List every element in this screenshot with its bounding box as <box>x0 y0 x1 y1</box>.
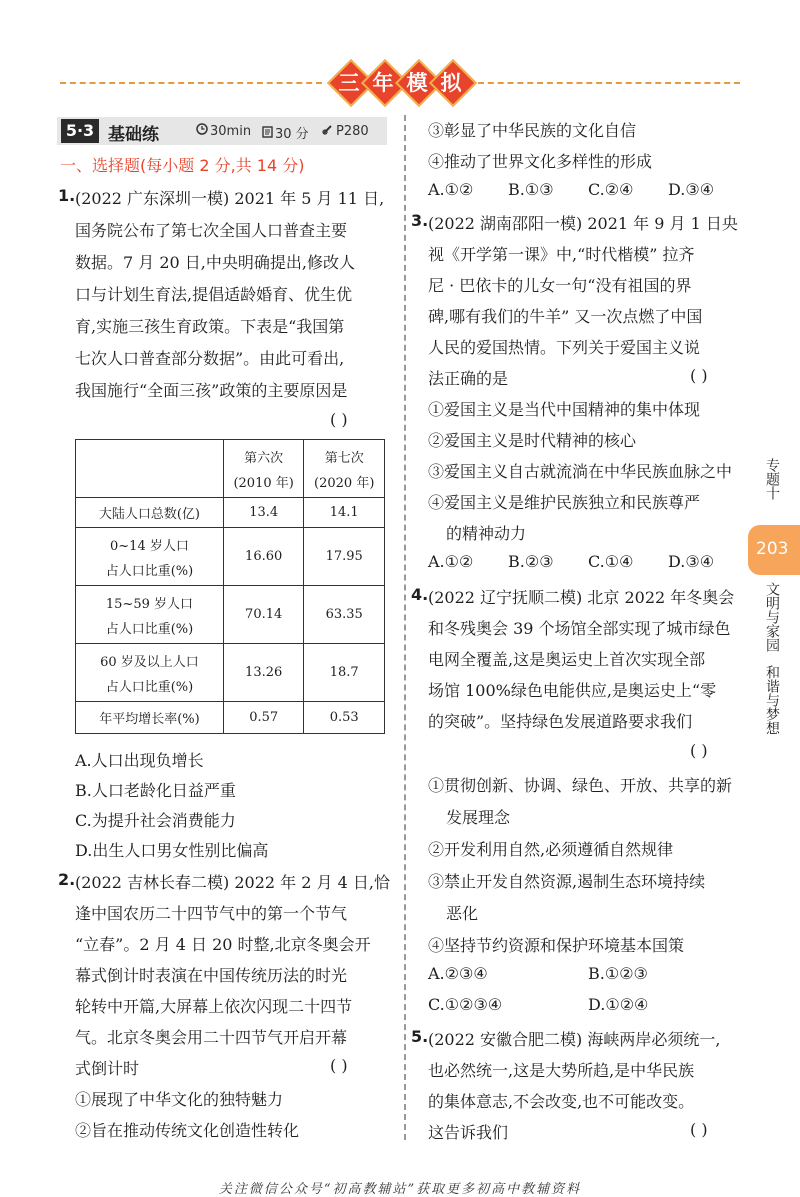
table-cell: 0.57 <box>223 702 304 734</box>
q3-stem-line: 视《开学第一课》中,“时代楷模” 拉齐 <box>428 245 695 264</box>
row-label-text: 0~14 岁人口 <box>110 538 189 554</box>
q1-option[interactable]: C.为提升社会消费能力 <box>75 811 236 830</box>
q3-option[interactable]: D.③④ <box>668 552 715 571</box>
header-char: 三 <box>338 71 360 95</box>
q1-stem-line: 育,实施三孩生育政策。下表是“我国第 <box>75 317 345 336</box>
q3-stem-line: 尼 · 巴依卡的儿女一句“没有祖国的界 <box>428 276 692 295</box>
q1-stem-line: 我国施行“全面三孩”政策的主要原因是 <box>75 381 348 400</box>
table-cell: 13.26 <box>223 644 304 702</box>
q3-item: ①爱国主义是当代中国精神的集中体现 <box>428 400 701 419</box>
table-header-cell <box>304 440 385 498</box>
q2-stem-line: (2022 吉林长春二模) 2022 年 2 月 4 日,恰 <box>75 873 390 892</box>
table-cell: 13.4 <box>223 498 304 528</box>
row-label-text: 年平均增长率(%) <box>99 712 200 727</box>
q2-answer-paren: ( ) <box>330 1056 348 1075</box>
table-cell: 70.14 <box>223 586 304 644</box>
q4-stem-line: (2022 辽宁抚顺二模) 北京 2022 年冬奥会 <box>428 588 735 607</box>
q1-answer-paren: ( ) <box>330 410 348 429</box>
table-header-text: (2020 年) <box>314 475 375 491</box>
side-topic: 专题十 <box>764 458 780 500</box>
table-row-label <box>76 644 224 702</box>
side-section: 文明与家园 <box>764 582 780 652</box>
pen-icon <box>322 123 334 139</box>
q3-item: ④爱国主义是维护民族独立和民族尊严 <box>428 493 701 512</box>
q4-item: ④坚持节约资源和保护环境基本国策 <box>428 936 685 955</box>
document-icon <box>262 126 273 142</box>
table-header-text: (2010 年) <box>233 475 294 491</box>
table-header-text: 第六次 <box>244 450 284 466</box>
q4-stem-line: 和冬残奥会 39 个场馆全部实现了城市绿色 <box>428 619 731 638</box>
table-header-row <box>76 440 385 498</box>
q3-stem-line: 人民的爱国热情。下列关于爱国主义说 <box>428 338 701 357</box>
header-rule-left <box>60 82 322 84</box>
q1-option[interactable]: A.人口出现负增长 <box>75 751 204 770</box>
section-title: 一、选择题(每小题 2 分,共 14 分) <box>60 156 305 175</box>
q4-stem-line: 的突破”。坚持绿色发展道路要求我们 <box>428 712 693 731</box>
q2-stem-line: 逢中国农历二十四节气中的第一个节气 <box>75 904 348 923</box>
q3-item: ②爱国主义是时代精神的核心 <box>428 431 637 450</box>
q1-number: 1. <box>58 186 76 205</box>
table-cell: 16.60 <box>223 528 304 586</box>
table-corner <box>76 440 224 498</box>
time-value: 30min <box>210 124 252 139</box>
q1-stem-line: 国务院公布了第七次全国人口普查主要 <box>75 221 348 240</box>
table-row-label <box>76 498 224 528</box>
q2-stem-line: “立春”。2 月 4 日 20 时整,北京冬奥会开 <box>75 935 371 954</box>
q2-option[interactable]: A.①② <box>428 180 474 199</box>
q3-number: 3. <box>411 211 429 230</box>
q1-stem-line: 七次人口普查部分数据”。由此可看出, <box>75 349 345 368</box>
q2-option[interactable]: B.①③ <box>508 180 554 199</box>
q2-item: ④推动了世界文化多样性的形成 <box>428 152 653 171</box>
q3-option[interactable]: B.②③ <box>508 552 554 571</box>
q3-stem-line: (2022 湖南邵阳一模) 2021 年 9 月 1 日央 <box>428 214 738 233</box>
table-header-text: 第七次 <box>324 450 364 466</box>
q3-answer-paren: ( ) <box>690 366 708 385</box>
q4-item: ②开发利用自然,必须遵循自然规律 <box>428 840 674 859</box>
q1-stem-line: (2022 广东深圳一模) 2021 年 5 月 11 日, <box>75 189 385 208</box>
row-label-text: 60 岁及以上人口 <box>100 654 199 670</box>
q2-item: ②旨在推动传统文化创造性转化 <box>75 1121 300 1140</box>
q4-option[interactable]: C.①②③④ <box>428 995 503 1014</box>
q5-stem-line: 这告诉我们 <box>428 1123 509 1142</box>
q3-stem-line: 碑,哪有我们的牛羊” 又一次点燃了中国 <box>428 307 703 326</box>
page-reference <box>322 123 369 139</box>
table-row-label <box>76 702 224 734</box>
q2-number: 2. <box>58 870 76 889</box>
table-header-cell <box>223 440 304 498</box>
q2-option[interactable]: D.③④ <box>668 180 715 199</box>
q1-option[interactable]: D.出生人口男女性别比偏高 <box>75 841 269 860</box>
page-number: 203 <box>756 539 789 559</box>
q1-stem-line: 数据。7 月 20 日,中央明确提出,修改人 <box>75 253 355 272</box>
q4-option[interactable]: B.①②③ <box>588 964 648 983</box>
census-table <box>75 439 385 734</box>
table-cell: 17.95 <box>304 528 385 586</box>
footer-notice: 关注微信公众号“初高教辅站”获取更多初高中教辅资料 <box>218 1182 582 1197</box>
table-row-label <box>76 528 224 586</box>
q4-item: ③禁止开发自然资源,遏制生态环境持续 <box>428 872 706 891</box>
q3-item: 的精神动力 <box>446 524 527 543</box>
q4-answer-paren: ( ) <box>690 741 708 760</box>
table-row <box>76 702 385 734</box>
row-label-text: 占人口比重(%) <box>105 563 194 579</box>
page-ref-value: P280 <box>336 124 369 139</box>
table-row <box>76 586 385 644</box>
header-char: 模 <box>406 71 428 95</box>
q4-option[interactable]: D.①②④ <box>588 995 649 1014</box>
side-section: 和谐与梦想 <box>764 665 780 735</box>
header-char: 拟 <box>440 71 462 95</box>
q2-stem-line: 幕式倒计时表演在中国传统历法的时光 <box>75 966 348 985</box>
q2-item: ③彰显了中华民族的文化自信 <box>428 121 637 140</box>
practice-badge: 5·3 <box>61 119 99 143</box>
header-char: 年 <box>372 71 394 95</box>
q2-stem-line: 轮转中开篇,大屏幕上依次闪现二十四节 <box>75 997 353 1016</box>
q1-option[interactable]: B.人口老龄化日益严重 <box>75 781 236 800</box>
q2-option[interactable]: C.②④ <box>588 180 634 199</box>
clock-icon <box>196 123 208 139</box>
q2-stem-line: 式倒计时 <box>75 1059 140 1078</box>
score-value: 30 分 <box>275 127 309 142</box>
row-label-text: 占人口比重(%) <box>105 679 194 695</box>
q5-number: 5. <box>411 1027 429 1046</box>
q4-stem-line: 场馆 100%绿色电能供应,是奥运史上“零 <box>428 681 717 700</box>
table-cell: 18.7 <box>304 644 385 702</box>
q5-stem-line: 也必然统一,这是大势所趋,是中华民族 <box>428 1061 695 1080</box>
table-row <box>76 644 385 702</box>
header-rule-right <box>478 82 740 84</box>
q3-stem-line: 法正确的是 <box>428 369 509 388</box>
q4-item: 恶化 <box>446 904 479 923</box>
q3-option[interactable]: C.①④ <box>588 552 634 571</box>
q5-stem-line: (2022 安徽合肥二模) 海峡两岸必须统一, <box>428 1030 721 1049</box>
practice-title: 基础练 <box>108 125 159 145</box>
q1-stem-line: 口与计划生育法,提倡适龄婚育、优生优 <box>75 285 353 304</box>
q3-option[interactable]: A.①② <box>428 552 474 571</box>
table-cell: 0.53 <box>304 702 385 734</box>
q4-item: 发展理念 <box>446 808 511 827</box>
row-label-text: 15~59 岁人口 <box>105 596 193 612</box>
q4-number: 4. <box>411 585 429 604</box>
score-total <box>262 123 309 142</box>
row-label-text: 大陆人口总数(亿) <box>98 507 201 522</box>
table-row <box>76 528 385 586</box>
q5-answer-paren: ( ) <box>690 1120 708 1139</box>
q4-stem-line: 电网全覆盖,这是奥运史上首次实现全部 <box>428 650 706 669</box>
table-row <box>76 498 385 528</box>
row-label-text: 占人口比重(%) <box>105 621 194 637</box>
q2-stem-line: 气。北京冬奥会用二十四节气开启开幕 <box>75 1028 348 1047</box>
q3-item: ③爱国主义自古就流淌在中华民族血脉之中 <box>428 462 733 481</box>
table-row-label <box>76 586 224 644</box>
table-cell: 63.35 <box>304 586 385 644</box>
q2-item: ①展现了中华文化的独特魅力 <box>75 1090 284 1109</box>
time-limit <box>196 123 251 139</box>
column-divider <box>404 115 406 1140</box>
q4-option[interactable]: A.②③④ <box>428 964 488 983</box>
table-cell: 14.1 <box>304 498 385 528</box>
q4-item: ①贯彻创新、协调、绿色、开放、共享的新 <box>428 776 733 795</box>
q5-stem-line: 的集体意志,不会改变,也不可能改变。 <box>428 1092 695 1111</box>
